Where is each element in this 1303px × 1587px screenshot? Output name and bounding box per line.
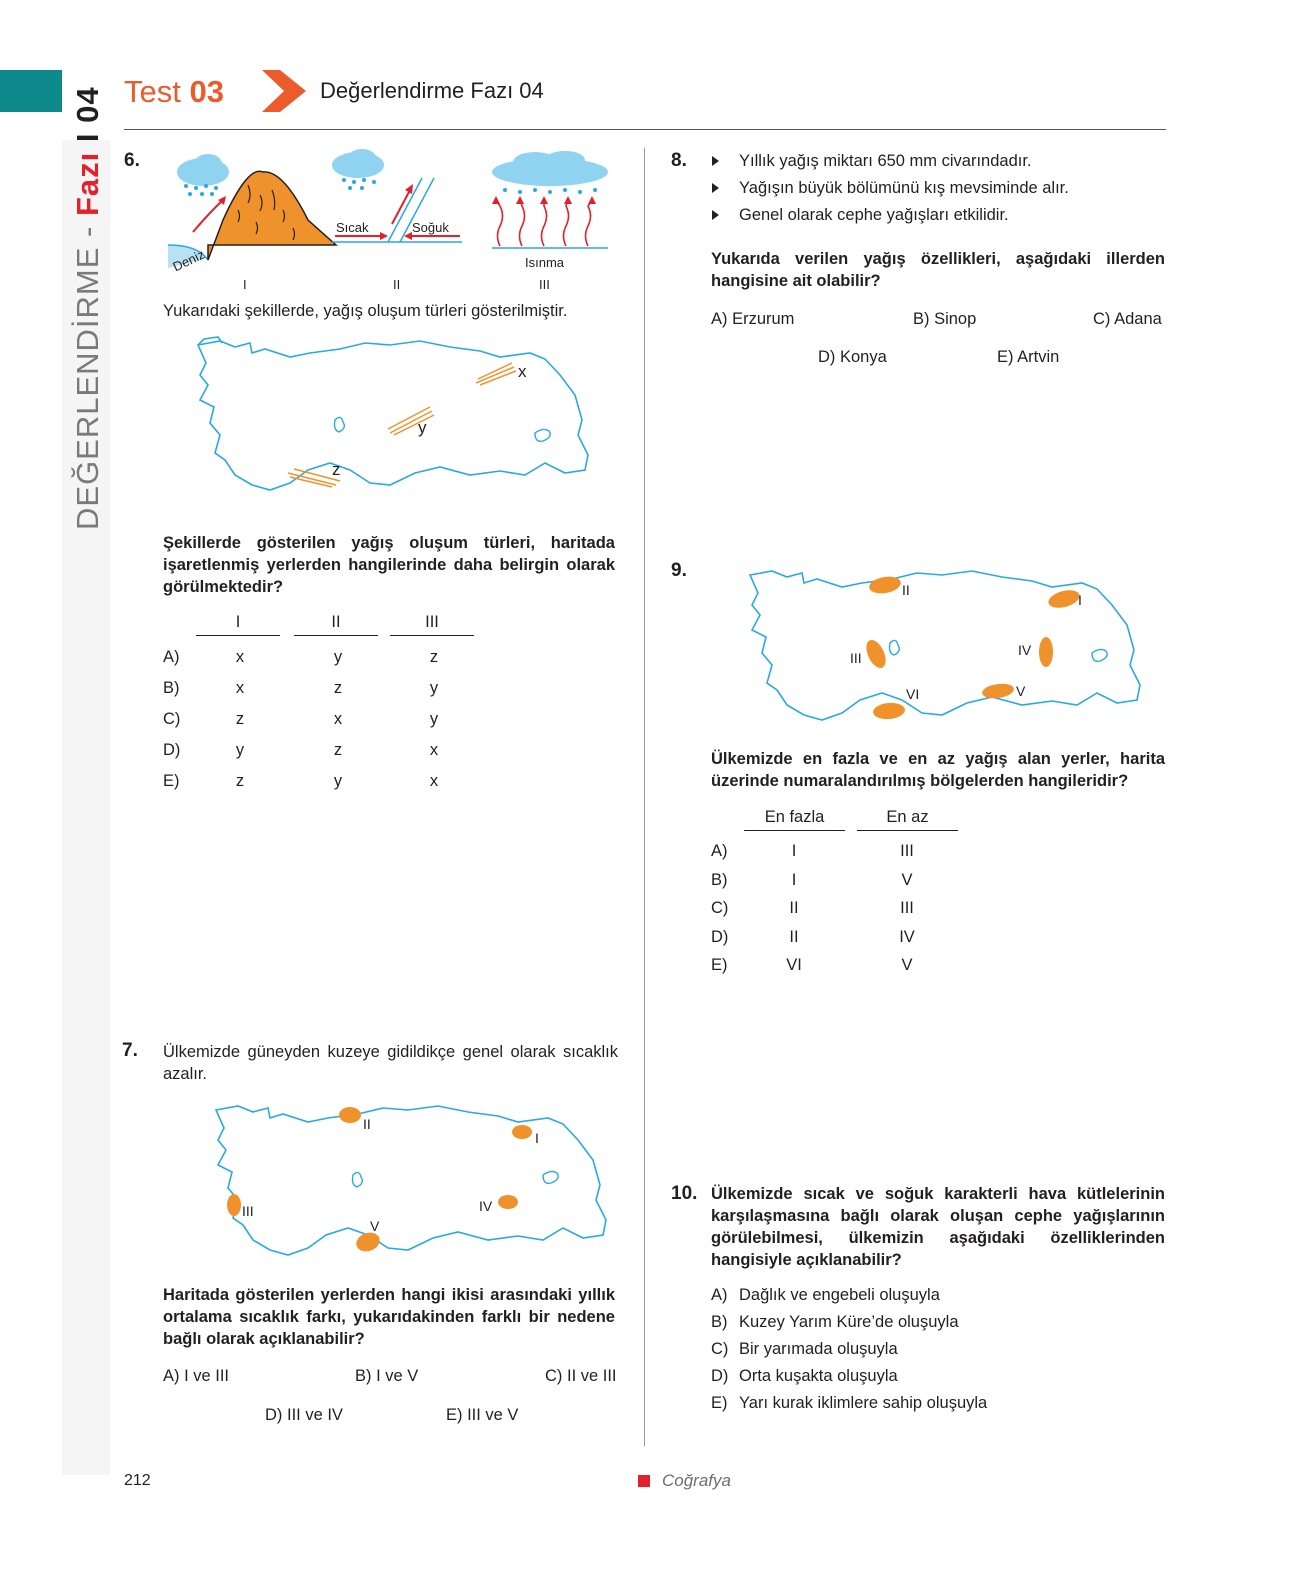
option-cell: VI — [786, 956, 802, 974]
option-letter[interactable]: B) — [711, 1313, 728, 1331]
question-number: 6. — [124, 150, 140, 171]
option-cell: x — [235, 679, 245, 697]
option-text[interactable]: Dağlık ve engebeli oluşuyla — [739, 1286, 940, 1304]
map-label-V: V — [370, 1218, 380, 1234]
deniz-label: Deniz — [170, 246, 207, 275]
map-label-V: V — [1016, 683, 1026, 699]
map-label-x: x — [518, 362, 527, 381]
option-letter[interactable]: C) — [711, 1340, 729, 1358]
option-cell: z — [235, 710, 245, 728]
table-header: En az — [857, 808, 958, 831]
side-label: DEĞERLENDİRME - Fazı I 04 — [70, 86, 105, 530]
option-d[interactable]: D) Konya — [818, 348, 887, 366]
option-letter[interactable]: D) — [711, 1367, 729, 1385]
option-cell: y — [235, 741, 245, 759]
figure-label-I: I — [243, 277, 247, 292]
option-letter[interactable]: B) — [163, 679, 180, 697]
option-letter[interactable]: A) — [711, 1286, 728, 1304]
option-cell: IV — [899, 927, 915, 946]
bullet-item: Yıllık yağış miktarı 650 mm civarındadır. — [739, 152, 1032, 170]
question-number: 8. — [671, 150, 687, 171]
turkey-map-q7 — [208, 1100, 608, 1260]
question-text: Haritada gösterilen yerlerden hangi ikisi arasındaki yıllık ortalama sıcaklık farkı, yukarıdakinden farklı bir nedene bağlı olarak açıklanabilir? — [163, 1286, 615, 1348]
bullet-item: Yağışın büyük bölümünü kış mevsiminde alır. — [739, 179, 1069, 197]
option-letter[interactable]: E) — [711, 1394, 728, 1412]
option-c[interactable]: C) Adana — [1093, 310, 1162, 328]
sicak-label: Sıcak — [336, 220, 369, 235]
option-a[interactable]: A) Erzurum — [711, 310, 795, 328]
frontal-rain-figure — [330, 150, 465, 250]
page-number: 212 — [124, 1472, 151, 1489]
question-number: 9. — [671, 560, 687, 581]
option-letter[interactable]: E) — [163, 772, 180, 790]
question-number: 10. — [671, 1183, 698, 1204]
isinma-label: Isınma — [525, 255, 565, 270]
table-header: II — [294, 613, 378, 636]
option-letter[interactable]: C) — [711, 899, 729, 917]
table-header: En fazla — [744, 808, 845, 831]
map-label-III: III — [242, 1203, 254, 1219]
option-d[interactable]: D) III ve IV — [265, 1406, 343, 1424]
option-text[interactable]: Bir yarımada oluşuyla — [739, 1340, 898, 1358]
option-letter[interactable]: D) — [711, 927, 729, 946]
option-cell: z — [333, 741, 343, 759]
option-cell: II — [789, 927, 799, 946]
option-text[interactable]: Orta kuşakta oluşuyla — [739, 1367, 898, 1385]
column-divider — [644, 148, 645, 1446]
option-cell: y — [333, 772, 343, 790]
map-label-II: II — [363, 1116, 371, 1132]
turkey-map-q9 — [742, 565, 1142, 725]
subject-label: Coğrafya — [662, 1471, 731, 1490]
chevron-right-icon — [262, 70, 306, 112]
map-label-IV: IV — [479, 1198, 493, 1214]
option-cell: III — [900, 899, 914, 917]
option-cell: III — [900, 842, 914, 860]
header-color-tab — [0, 70, 62, 112]
option-cell: x — [333, 710, 343, 728]
question-text: Yukarıda verilen yağış özellikleri, aşağıdaki illerden hangisine ait olabilir? — [711, 250, 1165, 290]
option-cell: z — [235, 772, 245, 790]
map-label-VI: VI — [906, 686, 920, 702]
option-text[interactable]: Kuzey Yarım Küre’de oluşuyla — [739, 1313, 959, 1331]
figure-label-III: III — [539, 277, 550, 292]
turkey-map-q6 — [190, 335, 590, 495]
option-a[interactable]: A) I ve III — [163, 1367, 230, 1385]
question-intro: Ülkemizde güneyden kuzeye gidildikçe genel olarak sıcaklık azalır. — [163, 1043, 618, 1083]
question-text: Ülkemizde sıcak ve soğuk karakterli hava kütlelerinin karşılaşmasına bağlı olarak oluşan cephe yağışlarının görülebilmesi, ülkemizin aşağıdaki özelliklerinden hangisiyle açıklanabilir? — [711, 1185, 1165, 1269]
option-cell: y — [333, 648, 343, 666]
bullet-icon — [712, 210, 719, 220]
bullet-icon — [712, 156, 719, 166]
soguk-label: Soğuk — [412, 220, 449, 235]
option-cell: I — [791, 870, 797, 889]
option-letter[interactable]: D) — [163, 741, 181, 759]
table-header: III — [390, 613, 474, 636]
option-cell: x — [429, 741, 439, 759]
option-cell: z — [429, 648, 439, 666]
option-letter[interactable]: C) — [163, 710, 181, 728]
option-letter[interactable]: A) — [711, 842, 728, 860]
option-c[interactable]: C) II ve III — [545, 1367, 617, 1385]
figure-label-II: II — [393, 277, 401, 292]
option-letter[interactable]: B) — [711, 870, 728, 889]
option-cell: V — [901, 956, 913, 974]
bullet-icon — [712, 183, 719, 193]
map-label-I: I — [535, 1130, 539, 1146]
map-label-III: III — [850, 650, 862, 666]
option-cell: y — [429, 710, 439, 728]
question-intro: Yukarıdaki şekillerde, yağış oluşum türleri gösterilmiştir. — [163, 302, 568, 320]
test-label: Test 03 — [124, 74, 224, 109]
map-label-II: II — [902, 582, 910, 598]
map-label-z: z — [332, 460, 341, 479]
option-b[interactable]: B) I ve V — [355, 1367, 419, 1385]
header-divider — [124, 129, 1166, 130]
map-label-IV: IV — [1018, 642, 1032, 658]
map-label-I: I — [1078, 592, 1082, 608]
option-cell: x — [235, 648, 245, 666]
question-text: Ülkemizde en fazla ve en az yağış alan yerler, harita üzerinde numaralandırılmış bölgelerden hangileridir? — [711, 750, 1165, 790]
option-letter[interactable]: A) — [163, 648, 180, 666]
option-cell: x — [429, 772, 439, 790]
option-e[interactable]: E) III ve V — [446, 1406, 519, 1424]
subject-square-icon — [638, 1475, 650, 1487]
option-cell: y — [429, 679, 439, 697]
option-e[interactable]: E) Artvin — [997, 348, 1060, 366]
option-b[interactable]: B) Sinop — [913, 310, 977, 328]
table-header: I — [196, 613, 280, 636]
option-cell: I — [791, 842, 797, 860]
option-text[interactable]: Yarı kurak iklimlere sahip oluşuyla — [739, 1394, 988, 1412]
map-label-y: y — [418, 418, 427, 437]
option-cell: II — [789, 899, 799, 917]
convective-rain-figure — [490, 150, 610, 255]
page-title: Değerlendirme Fazı 04 — [320, 78, 544, 103]
option-cell: z — [333, 679, 343, 697]
bullet-item: Genel olarak cephe yağışları etkilidir. — [739, 206, 1009, 224]
question-text: Şekillerde gösterilen yağış oluşum türleri, haritada işaretlenmiş yerlerden hangilerinde daha belirgin olarak görülmektedir? — [163, 534, 615, 596]
option-letter[interactable]: E) — [711, 956, 728, 974]
option-cell: V — [901, 870, 913, 889]
question-number: 7. — [122, 1040, 138, 1061]
